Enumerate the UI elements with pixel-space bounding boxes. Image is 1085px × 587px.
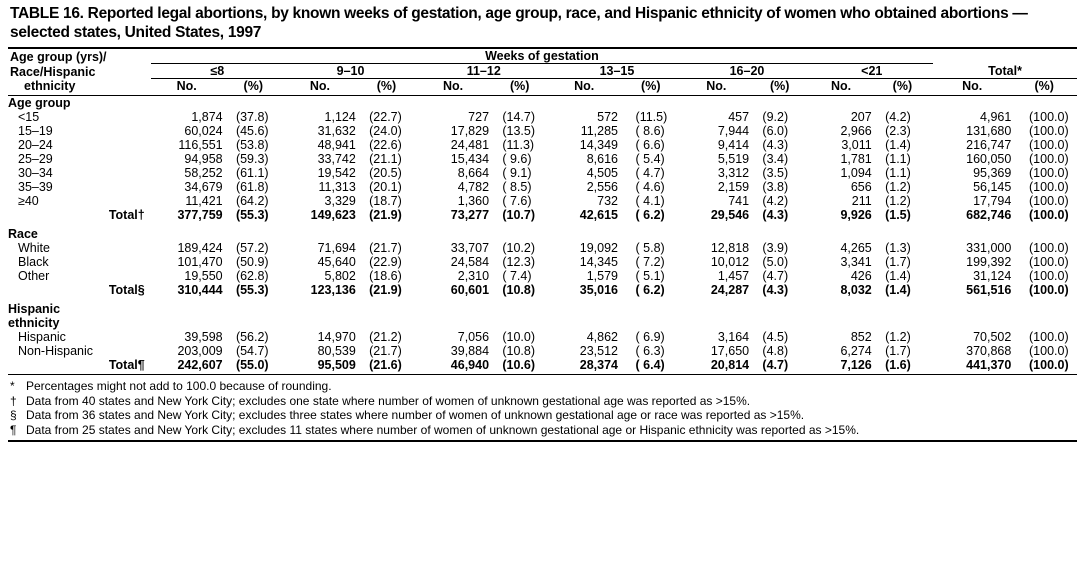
footnotes [8,379,1077,437]
cell-percent: (100.0) [1029,344,1069,358]
cell-count: 656 [850,180,872,194]
col-header-pct-3: (%) [641,79,661,93]
cell-percent: (100.0) [1029,194,1069,208]
stub-header-line1: Age group (yrs)/ [10,49,107,64]
cell-count: 199,392 [966,255,1012,269]
cell-count: 95,509 [317,358,356,372]
cell-count: 56,145 [973,180,1012,194]
row-label: Other [18,269,50,283]
cell-count: 1,579 [586,269,618,283]
cell-percent: ( 5.8) [635,241,665,255]
cell-percent: (24.0) [369,124,402,138]
cell-percent: (53.8) [235,138,269,152]
cell-percent: (21.6) [369,358,402,372]
section-heading-row [8,227,1077,241]
footnote-text: Data from 36 states and New York City; excludes three states where number of women of unknown gestational age or race was reported as >15%. [26,408,805,423]
cell-percent: (50.9) [235,255,269,269]
cell-count: 33,707 [450,241,490,255]
cell-count: 331,000 [966,241,1012,255]
cell-percent: ( 6.2) [635,283,665,297]
cell-percent: ( 6.4) [635,358,665,372]
cell-count: 131,680 [966,124,1012,138]
cell-percent: (9.2) [762,110,789,124]
row-label: 35–39 [18,180,53,194]
section-heading-row [8,96,1077,111]
cell-percent: (1.1) [885,152,911,166]
row-label: 20–24 [18,138,53,152]
footnote-text: Percentages might not add to 100.0 because of rounding. [26,379,332,393]
footnote-marker: † [10,393,17,408]
cell-percent: ( 4.7) [635,166,665,180]
cell-percent: (100.0) [1029,110,1069,124]
cell-percent: (4.2) [762,194,789,208]
footnote-marker: § [10,408,17,423]
cell-count: 31,124 [973,269,1012,283]
cell-percent: ( 5.4) [635,152,665,166]
cell-percent: (22.7) [369,110,402,124]
cell-percent: (10.8) [502,344,535,358]
cell-count: 1,781 [840,152,872,166]
cell-count: 10,012 [710,255,750,269]
cell-percent: (1.2) [885,194,911,208]
group-header-5: <21 [810,64,933,79]
cell-count: 4,265 [840,241,872,255]
cell-percent: (1.4) [885,283,911,297]
cell-count: 5,802 [324,269,356,283]
group-header-3: 13–15 [550,64,683,79]
row-label: Hispanic [18,330,66,344]
cell-count: 20,814 [710,358,750,372]
cell-percent: (100.0) [1029,124,1069,138]
footnote-text: Data from 40 states and New York City; excludes one state where number of women of unknown gestational age was reported as >15%. [26,393,751,408]
cell-percent: (10.6) [502,358,535,372]
page-title: TABLE 16. Reported legal abortions, by known weeks of gestation, age group, race, and Hispanic ethnicity of women who obtained abortions — selected states, United States, 1997 [10,5,1028,41]
cell-count: 23,512 [579,344,618,358]
cell-percent: (2.3) [885,124,911,138]
cell-count: 12,818 [710,241,750,255]
row-label: Non-Hispanic [18,344,94,358]
cell-percent: ( 7.4) [502,269,532,283]
cell-count: 572 [597,110,618,124]
cell-percent: (100.0) [1029,241,1069,255]
cell-count: 561,516 [966,283,1012,297]
cell-percent: (1.4) [885,269,911,283]
cell-percent: (22.6) [369,138,402,152]
cell-percent: (1.6) [885,358,911,372]
cell-count: 8,032 [840,283,872,297]
cell-count: 852 [850,330,872,344]
col-header-pct-5: (%) [892,79,913,93]
col-header-pct-2: (%) [509,79,530,93]
cell-percent: ( 7.2) [635,255,665,269]
cell-count: 94,958 [184,152,223,166]
cell-percent: (1.1) [885,166,911,180]
group-header-2: 11–12 [417,64,550,79]
section-heading-row [8,302,1077,316]
row-label: Total§ [108,283,145,297]
cell-percent: (11.5) [635,110,668,124]
cell-percent: ( 8.5) [502,180,532,194]
row-label: Total¶ [108,358,145,372]
cell-count: 3,164 [717,330,750,344]
cell-percent: (1.3) [885,241,911,255]
table-row [8,330,1077,344]
cell-count: 8,664 [457,166,490,180]
cell-count: 33,742 [317,152,356,166]
table-row [8,152,1077,166]
cell-count: 1,457 [717,269,750,283]
cell-count: 4,782 [457,180,490,194]
row-label: Black [18,255,49,269]
table-row [8,194,1077,208]
cell-count: 149,623 [310,208,356,222]
cell-count: 58,252 [184,166,223,180]
table-row [8,255,1077,269]
cell-percent: (21.2) [369,330,402,344]
cell-count: 19,550 [184,269,223,283]
cell-percent: (56.2) [235,330,269,344]
row-label: 25–29 [18,152,53,166]
cell-count: 45,640 [317,255,356,269]
cell-count: 1,874 [191,110,223,124]
cell-percent: (12.3) [502,255,535,269]
col-header-no-1: No. [309,79,330,93]
cell-count: 3,341 [840,255,872,269]
footnote-marker: * [10,379,15,393]
table-row [8,241,1077,255]
cell-count: 42,615 [579,208,618,222]
group-header-4: 16–20 [684,64,811,79]
cell-count: 19,092 [579,241,618,255]
cell-percent: (55.3) [235,283,269,297]
cell-count: 426 [850,269,872,283]
cell-percent: (4.8) [762,344,789,358]
table-row [8,358,1077,372]
cell-count: 19,542 [317,166,356,180]
table-row [8,180,1077,194]
footnote [8,379,1077,394]
cell-count: 207 [850,110,872,124]
table-row [8,269,1077,283]
cell-percent: ( 4.1) [635,194,665,208]
cell-percent: (6.0) [762,124,789,138]
cell-percent: (10.8) [502,283,535,297]
cell-percent: (20.1) [369,180,402,194]
cell-count: 11,313 [318,180,356,194]
row-label: White [18,241,50,255]
cell-percent: (100.0) [1029,330,1069,344]
cell-percent: (21.7) [369,241,402,255]
cell-count: 7,126 [840,358,872,372]
cell-percent: (100.0) [1029,269,1069,283]
cell-percent: ( 7.6) [502,194,532,208]
cell-count: 31,632 [317,124,356,138]
section-heading-row [8,316,1077,330]
cell-count: 9,414 [717,138,750,152]
cell-percent: (3.4) [762,152,789,166]
row-label: Total† [108,208,145,222]
cell-count: 3,011 [841,138,872,152]
cell-percent: (1.4) [885,138,911,152]
cell-count: 1,124 [324,110,356,124]
cell-count: 9,926 [840,208,872,222]
cell-percent: (54.7) [235,344,269,358]
cell-count: 4,961 [980,110,1012,124]
cell-count: 370,868 [966,344,1012,358]
table-page [0,4,1085,587]
cell-percent: (4.5) [762,330,789,344]
cell-percent: (13.5) [502,124,535,138]
cell-count: 216,747 [966,138,1012,152]
cell-percent: (55.0) [235,358,269,372]
cell-count: 28,374 [579,358,618,372]
cell-count: 4,862 [586,330,618,344]
col-header-pct-0: (%) [243,79,263,93]
cell-percent: (45.6) [235,124,269,138]
table-header-group [8,49,1077,96]
cell-count: 682,746 [966,208,1012,222]
cell-count: 203,009 [177,344,223,358]
cell-count: 95,369 [973,166,1012,180]
cell-count: 5,519 [717,152,750,166]
cell-percent: (100.0) [1029,208,1069,222]
cell-count: 441,370 [966,358,1012,372]
col-header-no-6: No. [962,79,983,93]
weeks-of-gestation-spanner: Weeks of gestation [151,49,933,64]
cell-count: 14,345 [579,255,618,269]
cell-count: 3,312 [717,166,750,180]
cell-percent: (11.3) [502,138,535,152]
cell-percent: (21.7) [369,344,402,358]
cell-percent: (10.7) [502,208,535,222]
cell-percent: (59.3) [235,152,269,166]
abortion-statistics-table [8,49,1077,372]
cell-percent: ( 9.1) [502,166,532,180]
stub-header-line2: Race/Hispanic [10,64,96,79]
col-header-no-2: No. [443,79,464,93]
cell-count: 60,601 [450,283,490,297]
table-row [8,344,1077,358]
cell-percent: (3.9) [762,241,789,255]
cell-percent: (18.6) [369,269,402,283]
cell-count: 2,966 [840,124,872,138]
cell-percent: ( 6.9) [635,330,665,344]
cell-percent: (1.7) [885,344,911,358]
cell-count: 17,794 [973,194,1012,208]
cell-percent: (5.0) [762,255,789,269]
cell-count: 4,505 [586,166,618,180]
cell-count: 34,679 [184,180,223,194]
cell-count: 741 [728,194,750,208]
bottom-rule [8,374,1077,375]
cell-percent: (21.1) [369,152,402,166]
cell-count: 80,539 [317,344,356,358]
stub-header-line3: ethnicity [24,79,76,93]
cell-percent: (100.0) [1029,283,1069,297]
cell-percent: (1.5) [885,208,911,222]
cell-count: 60,024 [184,124,223,138]
cell-count: 732 [597,194,618,208]
cell-percent: (4.3) [762,208,789,222]
cell-count: 39,884 [450,344,490,358]
cell-percent: ( 6.3) [635,344,665,358]
cell-count: 116,551 [178,138,223,152]
cell-count: 2,159 [717,180,750,194]
table-row [8,110,1077,124]
col-header-no-0: No. [176,79,197,93]
section-heading: Hispanic [8,302,61,316]
cell-percent: (100.0) [1029,152,1069,166]
cell-percent: (22.9) [369,255,402,269]
cell-count: 6,274 [840,344,872,358]
cell-percent: (10.0) [502,330,535,344]
cell-percent: (10.2) [502,241,535,255]
table-row [8,166,1077,180]
row-label: 15–19 [18,124,53,138]
cell-percent: ( 4.6) [635,180,665,194]
cell-count: 7,944 [717,124,750,138]
footnote-marker: ¶ [10,422,17,437]
cell-percent: (3.5) [762,166,789,180]
footnote [8,394,1077,409]
section-heading: Race [8,227,38,241]
cell-count: 46,940 [450,358,490,372]
cell-count: 29,546 [710,208,750,222]
cell-percent: (4.2) [885,110,911,124]
cell-count: 7,056 [457,330,490,344]
header-column-row [8,79,1077,94]
cell-count: 11,421 [185,194,223,208]
cell-percent: ( 9.6) [502,152,532,166]
cell-percent: (20.5) [369,166,402,180]
cell-percent: ( 8.6) [635,124,665,138]
table-row [8,208,1077,222]
cell-count: 71,694 [317,241,356,255]
header-group-row [8,64,1077,79]
cell-percent: (1.2) [885,330,911,344]
cell-count: 14,970 [317,330,356,344]
cell-count: 14,349 [579,138,618,152]
cell-percent: (61.1) [235,166,269,180]
cell-percent: ( 5.1) [635,269,665,283]
cell-count: 17,829 [450,124,490,138]
section-heading: Age group [8,96,71,110]
section-heading: ethnicity [8,316,60,330]
cell-percent: (14.7) [502,110,535,124]
cell-percent: (100.0) [1029,166,1069,180]
cell-percent: (62.8) [235,269,269,283]
row-label: <15 [18,110,40,124]
footnote-text: Data from 25 states and New York City; excludes 11 states where number of women of unknown gestational age or Hispanic ethnicity was reported as >15%. [26,422,860,437]
cell-count: 101,470 [177,255,223,269]
cell-percent: (100.0) [1029,255,1069,269]
cell-percent: (4.7) [762,358,789,372]
cell-count: 24,287 [710,283,750,297]
cell-count: 15,434 [450,152,490,166]
cell-count: 310,444 [177,283,223,297]
cell-count: 2,556 [586,180,618,194]
cell-percent: (21.9) [369,283,402,297]
cell-percent: ( 6.6) [635,138,665,152]
cell-count: 24,584 [450,255,490,269]
cell-percent: (57.2) [235,241,269,255]
footnote [8,423,1077,438]
cell-percent: (4.3) [762,283,789,297]
col-header-pct-4: (%) [770,79,790,93]
cell-count: 48,941 [317,138,356,152]
cell-percent: (3.8) [762,180,789,194]
cell-count: 8,616 [586,152,618,166]
cell-count: 1,360 [457,194,490,208]
row-label: 30–34 [18,166,53,180]
cell-percent: (4.7) [762,269,789,283]
cell-count: 2,310 [457,269,490,283]
cell-percent: (100.0) [1029,180,1069,194]
col-header-pct-6: (%) [1034,79,1054,93]
col-header-no-3: No. [574,79,595,93]
cell-count: 39,598 [184,330,223,344]
group-header-6: Total* [933,64,1077,79]
row-label: ≥40 [18,194,39,208]
cell-percent: (37.8) [235,110,269,124]
table-row [8,283,1077,297]
header-spanner-row [8,49,1077,64]
cell-percent: (61.8) [235,180,269,194]
table-row [8,124,1077,138]
group-header-0: ≤8 [151,64,284,79]
col-header-no-5: No. [830,79,852,93]
cell-percent: (18.7) [369,194,402,208]
cell-count: 1,094 [840,166,872,180]
col-header-no-4: No. [706,79,727,93]
cell-count: 189,424 [177,241,223,255]
final-rule [8,440,1077,442]
col-header-pct-1: (%) [376,79,397,93]
cell-count: 11,285 [580,124,618,138]
cell-count: 727 [468,110,490,124]
cell-count: 17,650 [710,344,750,358]
cell-count: 70,502 [973,330,1012,344]
footnote [8,408,1077,423]
cell-percent: (55.3) [235,208,269,222]
cell-count: 377,759 [177,208,223,222]
table-body [8,96,1077,373]
cell-count: 73,277 [450,208,490,222]
cell-count: 24,481 [450,138,490,152]
cell-count: 211 [851,194,872,208]
table-row [8,138,1077,152]
cell-percent: ( 6.2) [635,208,665,222]
cell-percent: (64.2) [235,194,269,208]
cell-percent: (4.3) [762,138,789,152]
cell-count: 3,329 [324,194,356,208]
cell-percent: (1.7) [885,255,911,269]
group-header-1: 9–10 [284,64,417,79]
cell-count: 457 [728,110,750,124]
cell-percent: (100.0) [1029,358,1069,372]
cell-count: 35,016 [579,283,618,297]
cell-percent: (1.2) [885,180,911,194]
cell-count: 242,607 [177,358,223,372]
cell-count: 160,050 [966,152,1012,166]
cell-percent: (21.9) [369,208,402,222]
cell-percent: (100.0) [1029,138,1069,152]
cell-count: 123,136 [310,283,356,297]
